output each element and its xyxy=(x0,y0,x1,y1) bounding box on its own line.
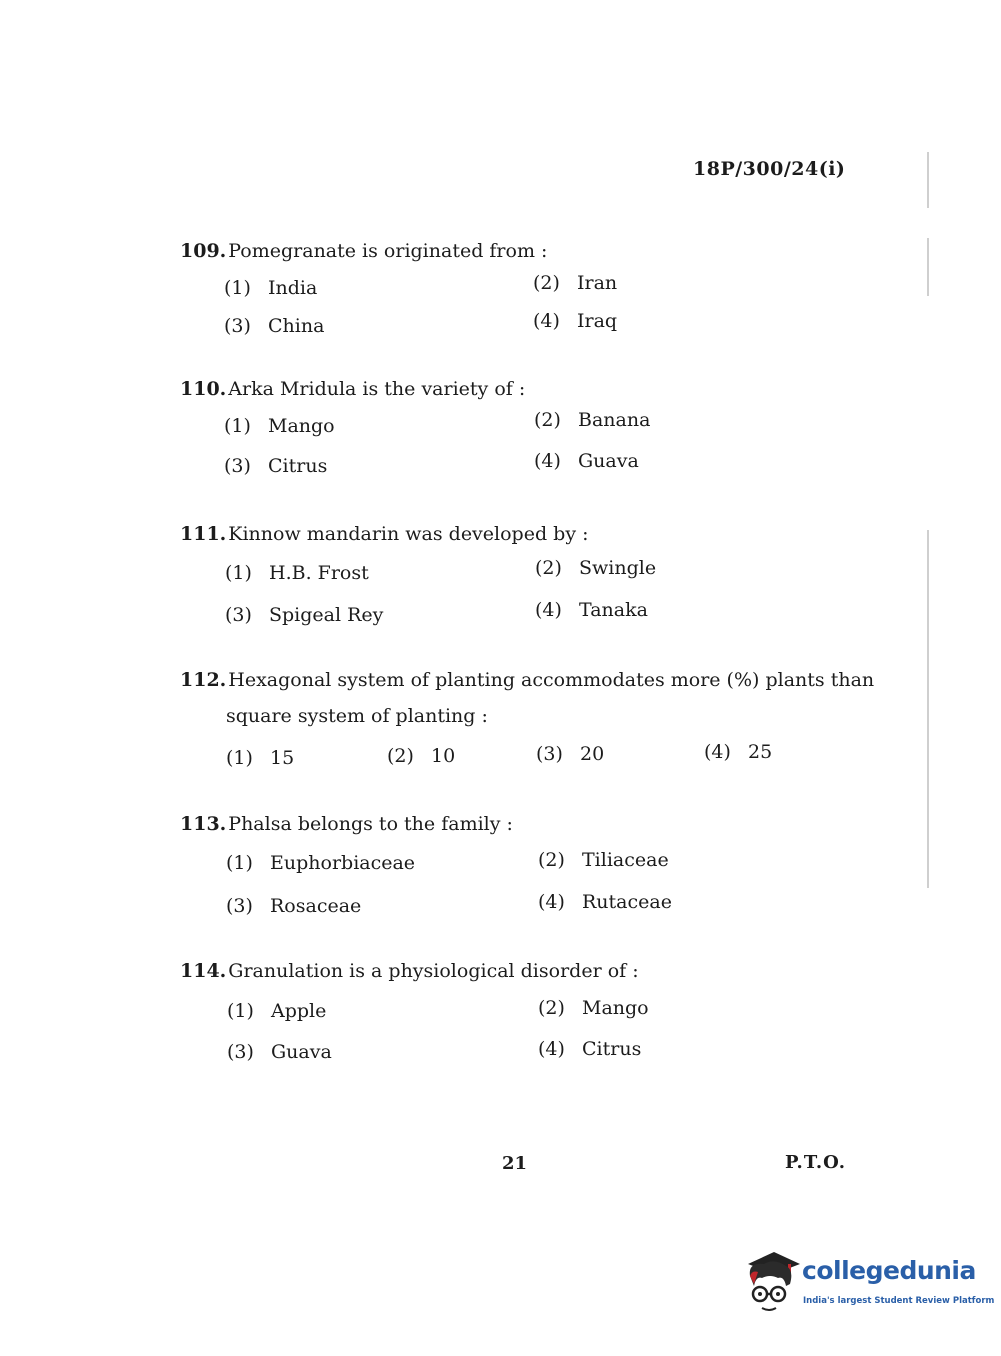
option-3: (3) 20 xyxy=(536,743,605,765)
question-109 xyxy=(180,238,860,376)
question-text-continued: square system of planting : xyxy=(226,705,488,727)
question-stem xyxy=(180,376,860,402)
question-stem xyxy=(180,667,875,693)
option-2: (2) Tiliaceae xyxy=(538,849,669,871)
option-1: (1) Apple xyxy=(227,1000,327,1022)
question-stem xyxy=(180,958,860,984)
question-number: 113. xyxy=(180,813,227,835)
option-2: (2) Banana xyxy=(534,409,651,431)
option-1: (1) 15 xyxy=(226,747,295,769)
question-stem xyxy=(180,238,860,264)
brand-tagline: India's largest Student Review Platform xyxy=(803,1296,995,1306)
question-text: Kinnow mandarin was developed by : xyxy=(228,523,589,545)
option-1: (1) H.B. Frost xyxy=(225,562,369,584)
option-3: (3) Guava xyxy=(227,1041,332,1063)
brand-name: collegedunia xyxy=(802,1256,976,1285)
option-3: (3) Rosaceae xyxy=(226,895,362,917)
question-number: 111. xyxy=(180,523,227,545)
pto-label: P.T.O. xyxy=(785,1152,847,1173)
options xyxy=(180,996,860,1096)
question-text: Pomegranate is originated from : xyxy=(228,240,548,262)
option-4: (4) 25 xyxy=(704,741,773,763)
question-114 xyxy=(180,958,860,1096)
mascot-icon xyxy=(740,1250,802,1316)
option-1: (1) India xyxy=(224,277,318,299)
options xyxy=(180,409,860,514)
paper-code: 18P/300/24(i) xyxy=(693,158,846,180)
option-4: (4) Tanaka xyxy=(535,599,648,621)
question-text: Phalsa belongs to the family : xyxy=(228,813,513,835)
question-110 xyxy=(180,376,860,514)
question-stem xyxy=(180,811,860,837)
question-112 xyxy=(180,667,875,781)
option-1: (1) Euphorbiaceae xyxy=(226,852,416,874)
option-2: (2) Iran xyxy=(533,272,618,294)
page-number: 21 xyxy=(502,1153,528,1174)
options xyxy=(180,741,860,781)
option-4: (4) Citrus xyxy=(538,1038,642,1060)
option-4: (4) Rutaceae xyxy=(538,891,672,913)
option-2: (2) 10 xyxy=(387,745,456,767)
collegedunia-watermark xyxy=(740,1250,995,1320)
question-number: 110. xyxy=(180,378,227,400)
scan-edge-line xyxy=(927,238,929,296)
option-2: (2) Swingle xyxy=(535,557,657,579)
option-1: (1) Mango xyxy=(224,415,335,437)
scan-edge-line xyxy=(927,530,929,888)
question-text: Hexagonal system of planting accommodates more (%) plants than xyxy=(228,669,875,691)
question-number: 112. xyxy=(180,669,227,691)
question-text: Arka Mridula is the variety of : xyxy=(228,378,526,400)
option-4: (4) Iraq xyxy=(533,310,618,332)
scan-edge-line xyxy=(927,152,929,208)
options xyxy=(180,272,860,376)
question-text: Granulation is a physiological disorder of : xyxy=(228,960,639,982)
option-3: (3) Citrus xyxy=(224,455,328,477)
option-3: (3) China xyxy=(224,315,325,337)
question-113 xyxy=(180,811,860,949)
question-number: 109. xyxy=(180,240,227,262)
option-3: (3) Spigeal Rey xyxy=(225,604,384,626)
question-number: 114. xyxy=(180,960,227,982)
question-stem xyxy=(180,521,860,547)
options xyxy=(180,849,860,949)
option-4: (4) Guava xyxy=(534,450,639,472)
question-111 xyxy=(180,521,860,659)
option-2: (2) Mango xyxy=(538,997,649,1019)
options xyxy=(180,559,860,659)
